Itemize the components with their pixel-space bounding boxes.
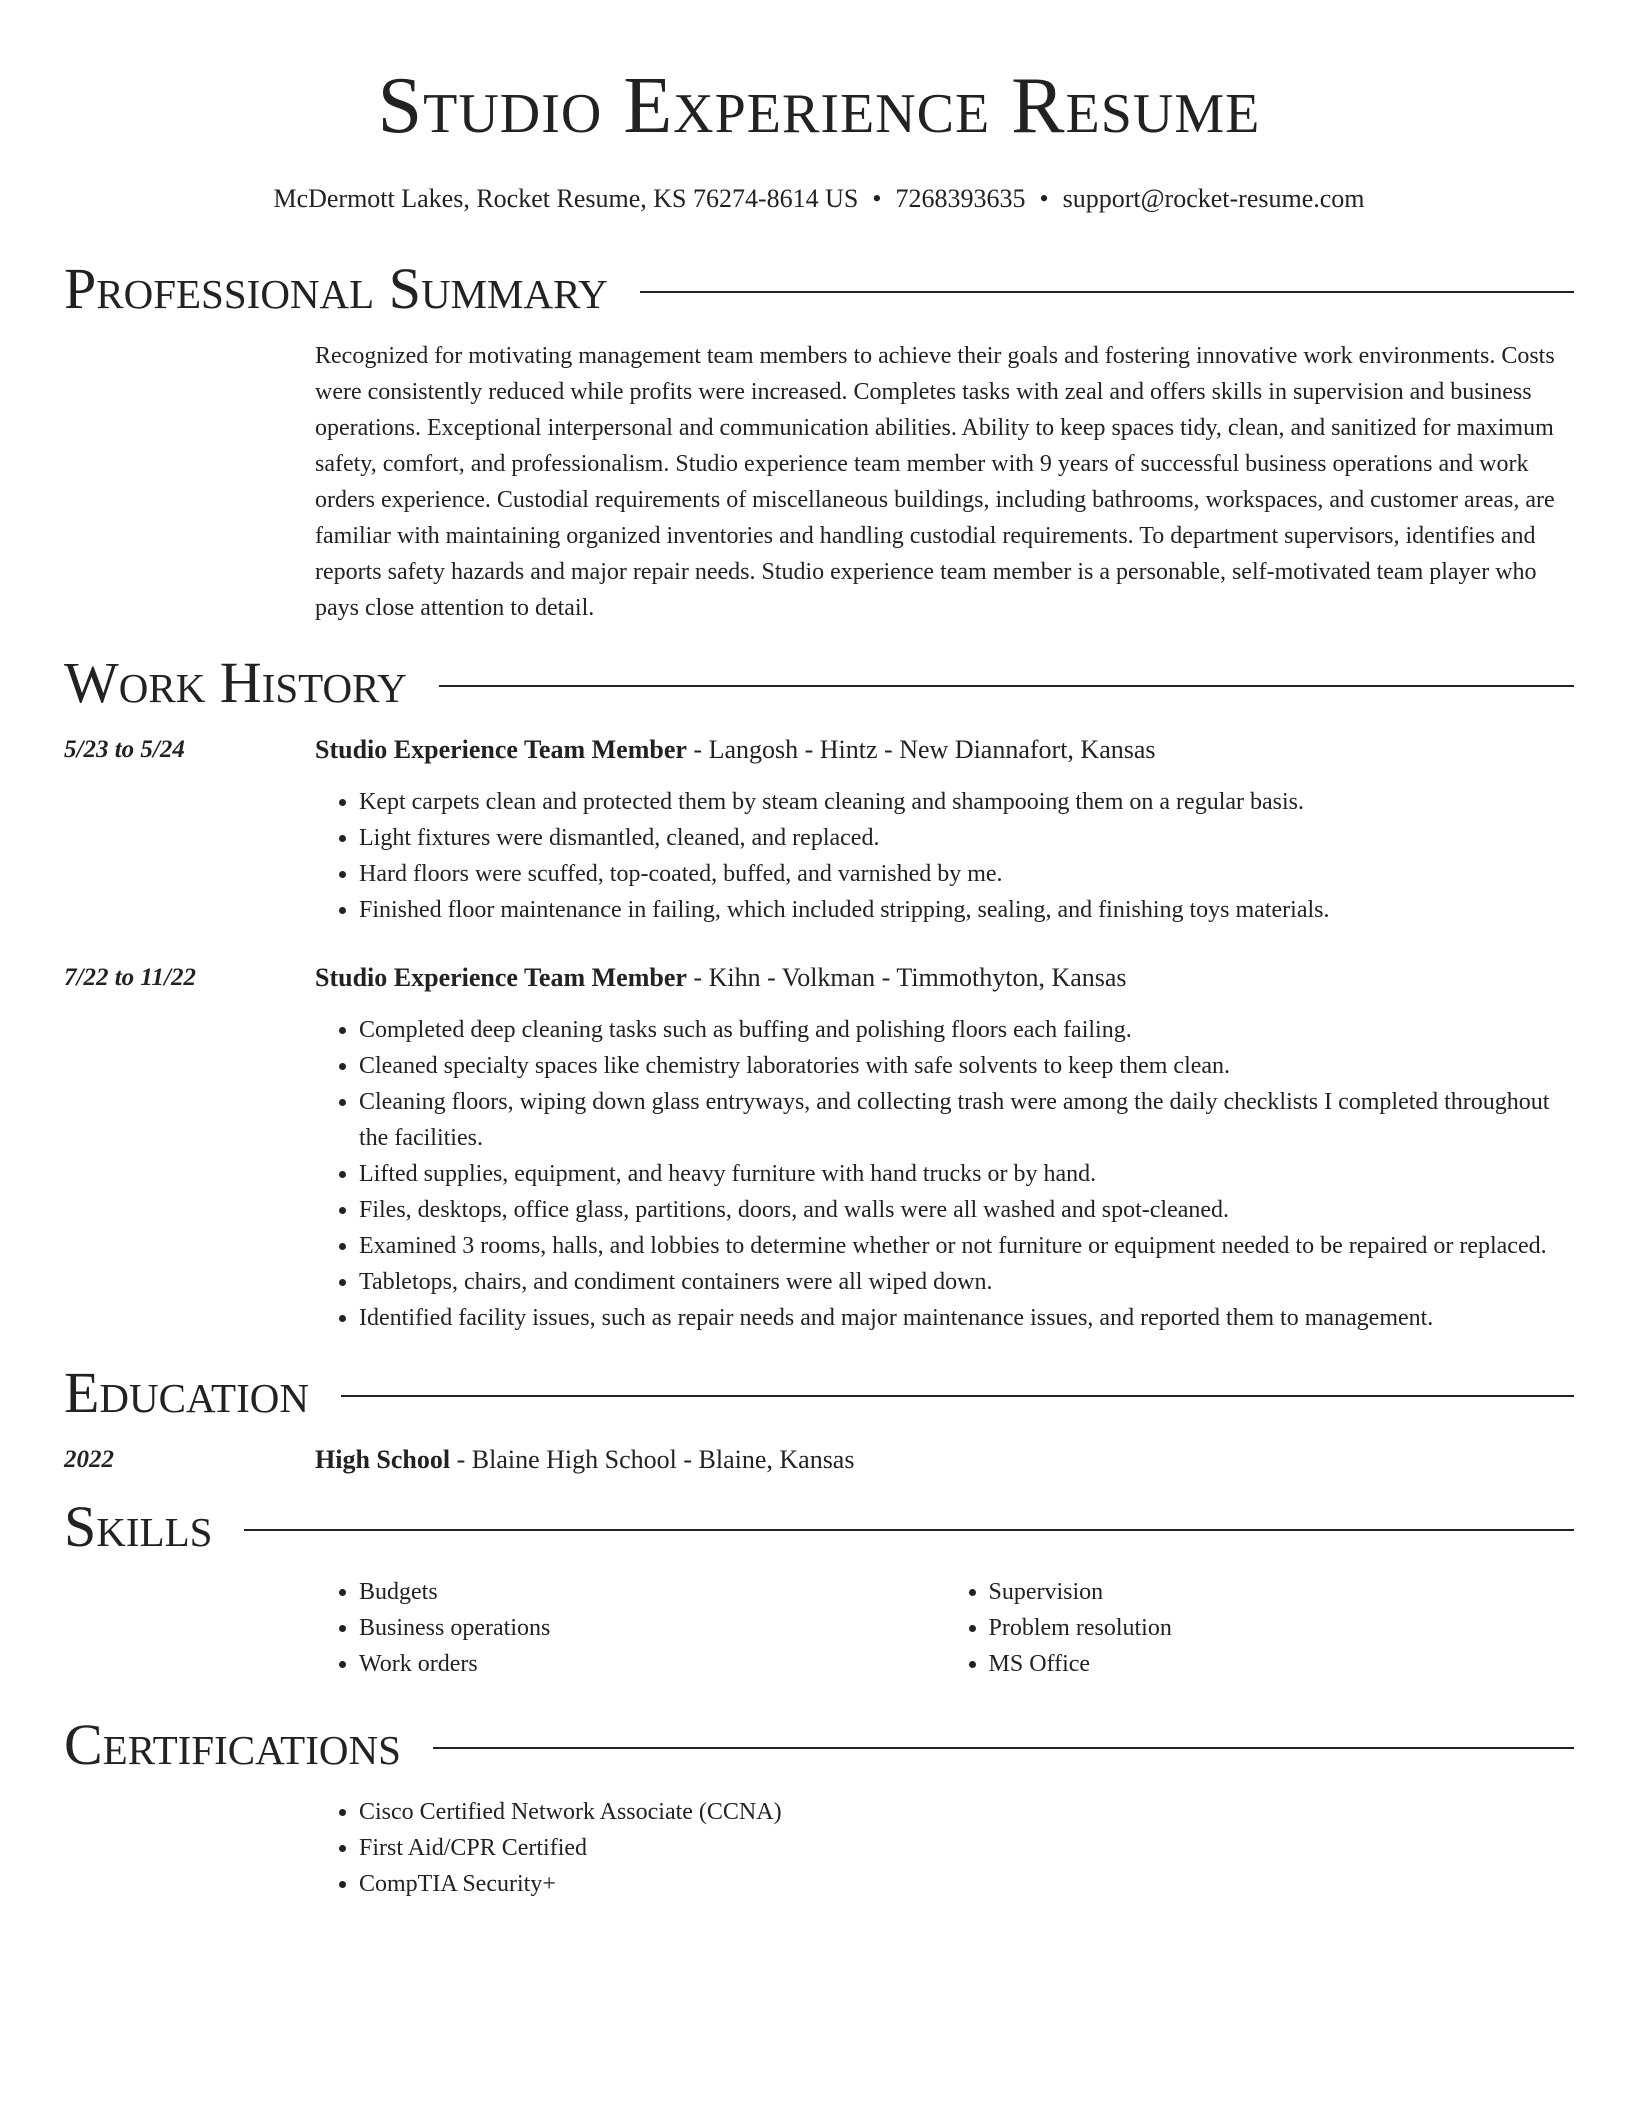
job-bullets [315, 1012, 1574, 1336]
education-body [315, 1442, 1574, 1478]
list-item: • Business operations [359, 1610, 945, 1646]
education-section-header [64, 1358, 1574, 1428]
resume-page [64, 0, 1574, 1902]
list-item: • First Aid/CPR Certified [359, 1830, 1574, 1866]
certifications-section-header [64, 1710, 1574, 1780]
list-item: • Finished floor maintenance in failing, which included stripping, sealing, and finishing toys materials. [359, 892, 1574, 928]
education-year: 2022 [64, 1446, 114, 1473]
education-degree: High School [315, 1445, 451, 1474]
education-entry [64, 1442, 1574, 1478]
skills-left-column [315, 1574, 945, 1682]
list-item: • Budgets [359, 1574, 945, 1610]
education-heading: Education [64, 1360, 309, 1425]
summary-section-header [64, 254, 1574, 324]
job-body [315, 732, 1574, 928]
list-item: • Identified facility issues, such as repair needs and major maintenance issues, and reported them to management. [359, 1300, 1574, 1336]
skills-grid [315, 1562, 1574, 1682]
section-divider [433, 1747, 1574, 1749]
list-item: • Hard floors were scuffed, top-coated, buffed, and varnished by me. [359, 856, 1574, 892]
job-dates: 5/23 to 5/24 [64, 736, 185, 763]
job-details: - Langosh - Hintz - New Diannafort, Kansas [686, 735, 1156, 764]
contact-line [64, 182, 1574, 216]
resume-title: Studio Experience Resume [377, 62, 1261, 150]
job-bullets [315, 784, 1574, 928]
job-title: Studio Experience Team Member [315, 963, 687, 992]
list-item: • Supervision [989, 1574, 1575, 1610]
contact-email[interactable]: support@rocket-resume.com [1062, 184, 1365, 213]
list-item: • Examined 3 rooms, halls, and lobbies to determine whether or not furniture or equipment needed to be repaired or replaced. [359, 1228, 1574, 1264]
list-item: • CompTIA Security+ [359, 1866, 1574, 1902]
list-item: • Cleaned specialty spaces like chemistry laboratories with safe solvents to keep them clean. [359, 1048, 1574, 1084]
job-details: - Kihn - Volkman - Timmothyton, Kansas [686, 963, 1127, 992]
list-item: • Work orders [359, 1646, 945, 1682]
job-body [315, 960, 1574, 1336]
work-heading: Work History [64, 650, 407, 715]
section-divider [244, 1529, 1574, 1531]
job-title: Studio Experience Team Member [315, 735, 687, 764]
summary-heading: Professional Summary [64, 256, 608, 321]
skills-heading: Skills [64, 1494, 213, 1559]
certifications-heading: Certifications [64, 1712, 401, 1777]
contact-phone: 7268393635 [895, 184, 1026, 213]
section-divider [341, 1395, 1574, 1397]
section-divider [640, 291, 1574, 293]
list-item: • Kept carpets clean and protected them by steam cleaning and shampooing them on a regular basis. [359, 784, 1574, 820]
list-item: • Tabletops, chairs, and condiment containers were all wiped down. [359, 1264, 1574, 1300]
contact-separator: • [1039, 184, 1049, 213]
job-entry-1 [64, 732, 1574, 928]
contact-separator: • [872, 184, 882, 213]
list-item: • Completed deep cleaning tasks such as buffing and polishing floors each failing. [359, 1012, 1574, 1048]
education-details: - Blaine High School - Blaine, Kansas [450, 1445, 855, 1474]
job-entry-2 [64, 960, 1574, 1336]
list-item: • Cisco Certified Network Associate (CCNA) [359, 1794, 1574, 1830]
job-dates: 7/22 to 11/22 [64, 964, 196, 991]
work-section-header [64, 648, 1574, 718]
list-item: • Light fixtures were dismantled, cleaned, and replaced. [359, 820, 1574, 856]
education-header [315, 1442, 1574, 1478]
list-item: • Lifted supplies, equipment, and heavy furniture with hand trucks or by hand. [359, 1156, 1574, 1192]
skills-right-column [945, 1574, 1575, 1682]
section-divider [439, 685, 1574, 687]
summary-text: Recognized for motivating management team members to achieve their goals and fostering innovative work environments. Costs were consistently reduced while profits were increased. Completes tasks with zeal and offers skills in supervision and business operations. Exceptional interpersonal and communication abilities. Ability to keep spaces tidy, clean, and sanitized for maximum safety, comfort, and professionalism. Studio experience team member with 9 years of successful business operations and work orders experience. Custodial requirements of miscellaneous buildings, including bathrooms, workspaces, and customer areas, are familiar with maintaining organized inventories and handling custodial requirements. To department supervisors, identifies and reports safety hazards and major repair needs. Studio experience team member is a personable, self-motivated team player who pays close attention to detail. [315, 343, 1555, 621]
job-header [315, 732, 1574, 768]
list-item: • Problem resolution [989, 1610, 1575, 1646]
list-item: • MS Office [989, 1646, 1575, 1682]
contact-address: McDermott Lakes, Rocket Resume, KS 76274-8614 US [273, 184, 859, 213]
list-item: • Files, desktops, office glass, partitions, doors, and walls were all washed and spot-cleaned. [359, 1192, 1574, 1228]
job-header [315, 960, 1574, 996]
certifications-list [315, 1794, 1574, 1902]
certifications-list-wrap [315, 1794, 1574, 1902]
list-item: • Cleaning floors, wiping down glass entryways, and collecting trash were among the daily checklists I completed throughout the facilities. [359, 1084, 1574, 1156]
skills-section-header [64, 1492, 1574, 1562]
